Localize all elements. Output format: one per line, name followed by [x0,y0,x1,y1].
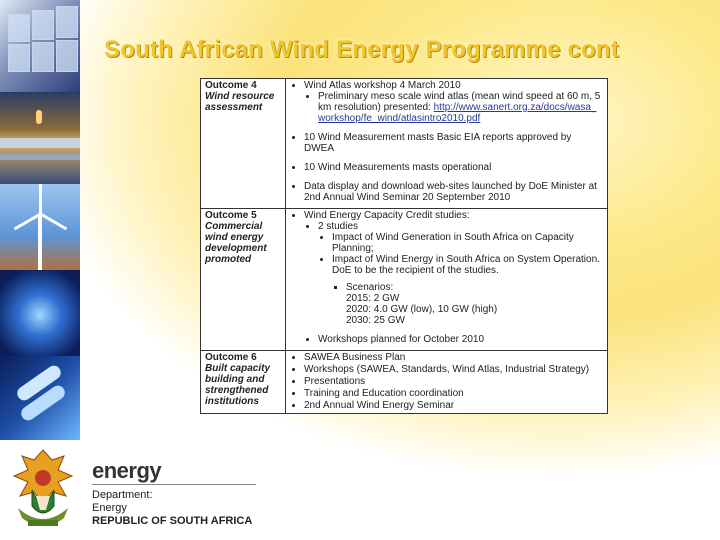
fluorescent-bulb-image [0,356,80,440]
solar-panel-image [0,0,80,92]
table-row [201,351,608,414]
outcome-label-cell [201,351,286,414]
table-row [201,209,608,351]
outcome-label-cell [201,79,286,209]
wind-atlas-link[interactable]: http://www.sanert.org.za/docs/wasa_workshop/fe_wind/atlasintro2010.pdf [318,102,597,124]
outcomes-table [200,78,608,414]
outcome-sublabel: Commercial wind energy development promoted [205,221,267,265]
list-item: ▪ Scenarios: 2015: 2 GW 2020: 4.0 GW (low), 10 GW (high) 2030: 25 GW [346,282,603,326]
dept-line-1: Department: [92,489,153,501]
outcome-label: Outcome 4 [205,80,257,91]
brand-wordmark: energy [92,458,162,483]
outcome-items-cell [286,79,608,209]
list-item: • Training and Education coordination [304,388,603,399]
list-item: • Workshops planned for October 2010 [318,334,603,345]
department-block [92,489,252,528]
list-item: • Preliminary meso scale wind atlas (mean wind speed at 60 m, 5 km resolution) presented: http://www.sanert.org.za/docs/wasa_workshop/fe_wind/atlasintro2010.pdf [318,91,603,124]
pipeline-image [0,92,80,184]
outcome-items-cell [286,351,608,414]
dept-line-2: Energy [92,502,127,514]
outcome-label: Outcome 5 [205,210,257,221]
list-item: • Wind Atlas workshop 4 March 2010 • Preliminary meso scale wind atlas (mean wind speed at 60 m, 5 km resolution) presented: http://www.sanert.org.za/docs/wasa_workshop/fe_wind/atlasintro2010.pdf [304,80,603,124]
outcome-label: Outcome 6 [205,352,257,363]
dept-line-3: REPUBLIC OF SOUTH AFRICA [92,515,253,527]
list-item: • Presentations [304,376,603,387]
list-item: • Workshops (SAWEA, Standards, Wind Atlas, Industrial Strategy) [304,364,603,375]
footer-divider [92,484,256,485]
energy-light-image [0,270,80,356]
photo-strip [0,0,80,440]
table-row [201,79,608,209]
list-item: • 10 Wind Measurements masts operational [304,162,603,173]
list-item: • 2nd Annual Wind Energy Seminar [304,400,603,411]
list-item: • 2 studies • Impact of Wind Generation in South Africa on Capacity Planning; • Impact of Wind Energy in South Africa on System Operation. DoE to be the recipient of the studies. ▪ Scenarios: 2015: 2 GW 2020: 4.0 GW (low), 10 GW (high) 2030: 25 GW [318,221,603,326]
outcome-sublabel: Built capacity building and strengthened institutions [205,363,271,407]
list-item: • 10 Wind Measurement masts Basic EIA reports approved by DWEA [304,132,603,154]
list-item: • Data display and download web-sites launched by DoE Minister at 2nd Annual Wind Seminar 20 September 2010 [304,181,603,203]
wind-turbine-image [0,184,80,270]
list-item: • Impact of Wind Generation in South Africa on Capacity Planning; [332,232,603,254]
outcome-label-cell [201,209,286,351]
list-item: • Wind Energy Capacity Credit studies: • 2 studies • Impact of Wind Generation in South Africa on Capacity Planning; • Impact of Wind Energy in South Africa on System Operation. DoE to be the recipient of the studies. ▪ Scenarios: 2015: 2 GW 2020: 4.0 GW (low), 10 GW (high) 2030: 25 GW • Workshops planned for October 2010 [304,210,603,345]
outcome-items-cell [286,209,608,351]
coat-of-arms-icon [8,446,78,532]
list-item: • Impact of Wind Energy in South Africa on System Operation. DoE to be the recipient of the studies. ▪ Scenarios: 2015: 2 GW 2020: 4.0 GW (low), 10 GW (high) 2030: 25 GW [332,254,603,326]
list-item: • SAWEA Business Plan [304,352,603,363]
slide-title: South African Wind Energy Programme cont [104,36,619,63]
outcome-sublabel: Wind resource assessment [205,91,275,113]
